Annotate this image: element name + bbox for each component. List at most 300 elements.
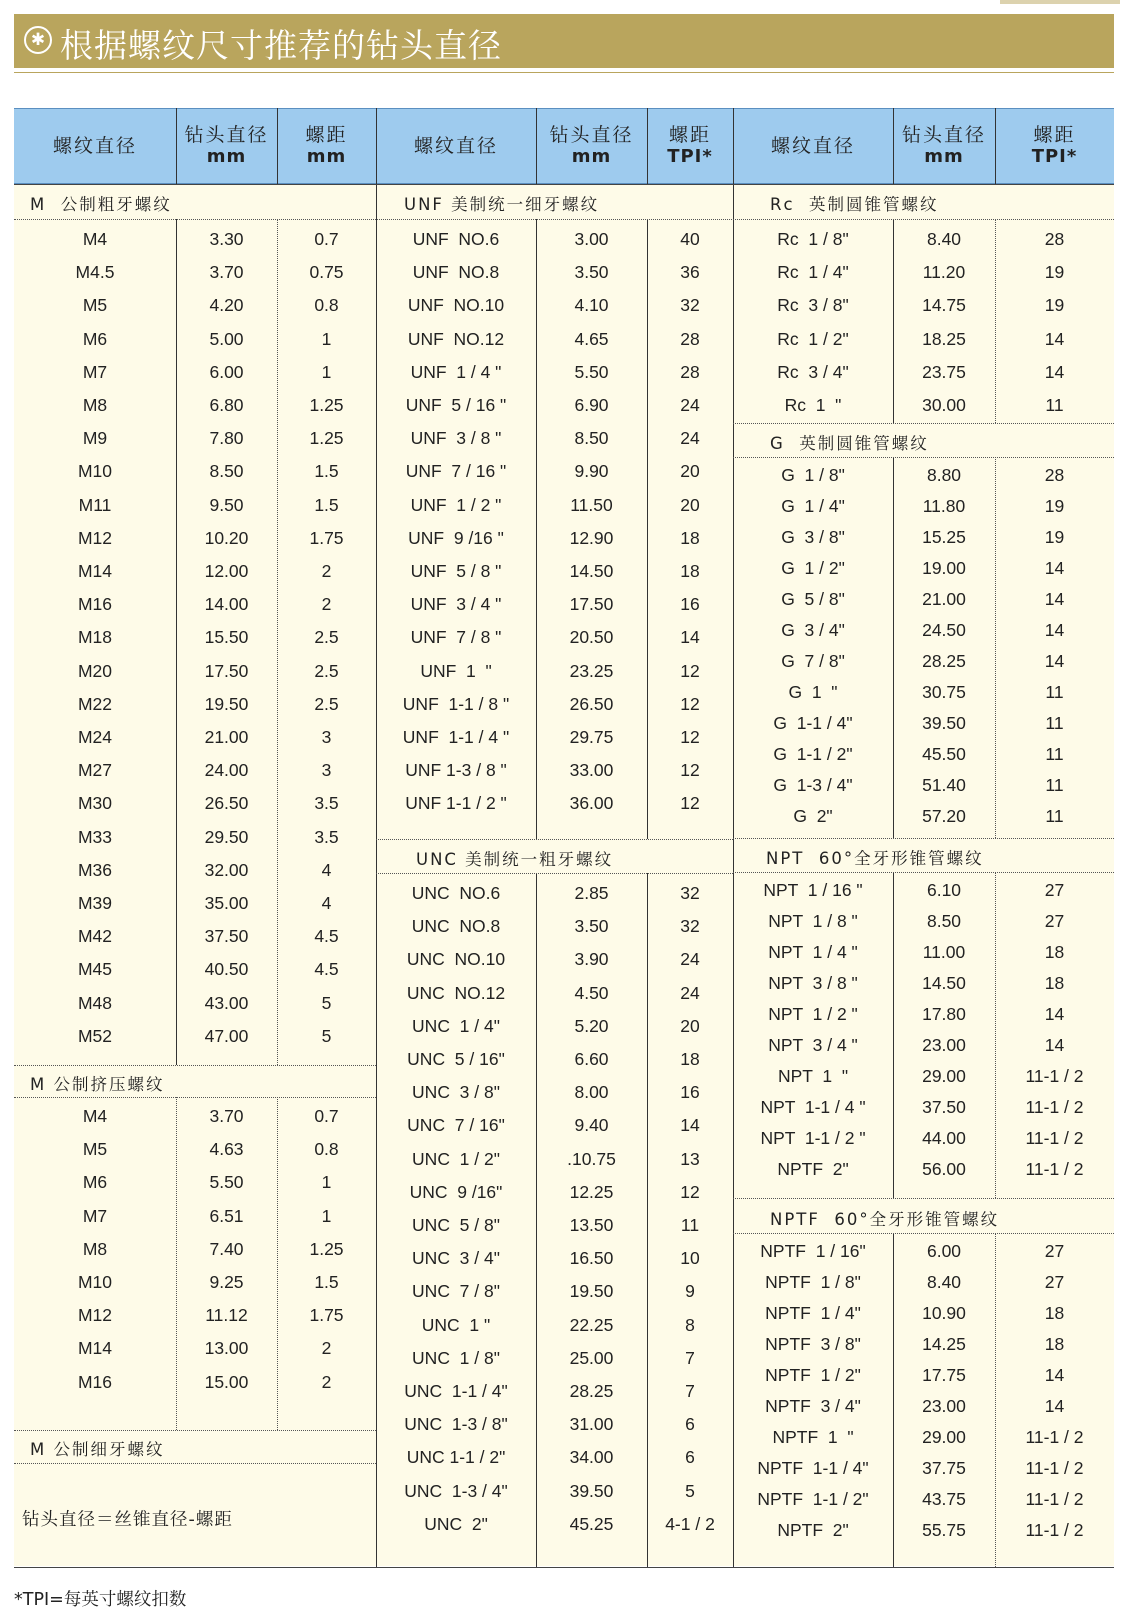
section-title-unf: UNF 美制统一细牙螺纹 — [404, 195, 600, 214]
pitch-cell: 11 — [680, 1215, 700, 1236]
top-edge-mark — [1000, 0, 1120, 4]
thread-size-cell: M33 — [77, 826, 113, 847]
thread-size-cell: UNF NO.8 — [412, 262, 500, 283]
thread-size-cell: UNF 9 /16 " — [408, 527, 504, 548]
pitch-cell: 1.25 — [309, 395, 344, 416]
pitch-cell: 10 — [680, 1248, 700, 1269]
title-underline — [14, 72, 1114, 73]
section-title-g: G 英制圆锥管螺纹 — [770, 434, 929, 453]
drill-diameter-cell: 11.50 — [570, 494, 613, 515]
table-row — [0, 875, 1125, 906]
thread-size-cell: UNC NO.6 — [411, 883, 501, 904]
drill-diameter-cell: 3.50 — [574, 916, 609, 937]
pitch-cell: 14 — [1044, 1004, 1065, 1024]
thread-size-cell: UNC 9 /16" — [409, 1181, 503, 1202]
thread-size-cell: NPTF 1 / 2" — [765, 1365, 861, 1385]
table-row — [0, 1298, 1125, 1329]
drill-diameter-cell: 28.25 — [922, 651, 966, 671]
thread-size-cell: UNC 3 / 4" — [412, 1248, 500, 1269]
thread-size-cell: UNF 1-3 / 8 " — [405, 760, 507, 781]
pitch-cell: 11-1 / 2 — [1025, 1128, 1084, 1148]
drill-diameter-cell: 29.00 — [922, 1427, 966, 1447]
drill-diameter-cell: 11.12 — [205, 1305, 248, 1326]
drill-diameter-cell: 15.50 — [204, 627, 249, 648]
pitch-cell: 16 — [680, 1082, 700, 1103]
section-title-unc: UNC 美制统一粗牙螺纹 — [416, 850, 614, 869]
pitch-cell: 1.25 — [309, 1238, 344, 1259]
drill-diameter-cell: 29.50 — [204, 826, 249, 847]
thread-size-cell: UNC 5 / 8" — [412, 1215, 500, 1236]
thread-size-cell: M20 — [77, 660, 113, 681]
table-row — [0, 389, 1125, 422]
table-row — [0, 1236, 1125, 1267]
pitch-cell: 14 — [1044, 328, 1065, 349]
thread-size-cell: UNF 1 / 4 " — [410, 361, 502, 382]
pitch-cell: 36 — [680, 262, 700, 283]
table-row — [0, 615, 1125, 646]
pitch-cell: 4.5 — [314, 959, 339, 980]
table-row — [0, 1484, 1125, 1515]
pitch-cell: 24 — [680, 949, 700, 970]
drill-diameter-cell: 12.25 — [569, 1181, 614, 1202]
table-row — [0, 739, 1125, 770]
drill-diameter-cell: 14.25 — [922, 1334, 966, 1354]
thread-size-cell: UNF NO.10 — [407, 295, 505, 316]
thread-size-cell: M42 — [77, 926, 113, 947]
drill-diameter-cell: 20.50 — [569, 627, 614, 648]
drill-diameter-cell: 3.70 — [209, 262, 244, 283]
thread-size-cell: Rc 1 / 4" — [777, 262, 849, 283]
drill-diameter-cell: 9.50 — [209, 494, 244, 515]
thread-size-cell: NPT 3 / 4 " — [768, 1035, 858, 1055]
thread-size-cell: NPTF 2" — [777, 1159, 849, 1179]
drill-diameter-cell: 3.30 — [209, 229, 244, 250]
thread-size-cell: M5 — [82, 1139, 108, 1160]
thread-size-cell: UNC 1-1 / 2" — [406, 1447, 506, 1468]
drill-diameter-cell: 29.00 — [922, 1066, 966, 1086]
drill-diameter-cell: 4.20 — [209, 295, 244, 316]
thread-size-cell: Rc 1 / 2" — [777, 328, 849, 349]
pitch-cell: 14 — [1044, 589, 1065, 609]
drill-diameter-cell: 15.00 — [204, 1371, 249, 1392]
drill-diameter-cell: 3.00 — [574, 229, 609, 250]
thread-size-cell: M12 — [77, 527, 113, 548]
drill-diameter-cell: 10.90 — [922, 1303, 966, 1323]
thread-size-cell: NPT 1-1 / 4 " — [760, 1097, 866, 1117]
table-row — [0, 770, 1125, 801]
section-title-m-fine: M 公制细牙螺纹 — [30, 1440, 165, 1459]
pitch-cell: 11-1 / 2 — [1025, 1159, 1084, 1179]
formula-note: 钻头直径＝丝锥直径-螺距 — [22, 1510, 233, 1530]
thread-size-cell: M10 — [77, 1272, 113, 1293]
table-row — [0, 1030, 1125, 1061]
drill-diameter-cell: 28.25 — [569, 1381, 614, 1402]
pitch-cell: 2.5 — [314, 660, 339, 681]
section-title-m-extrude: M 公制挤压螺纹 — [30, 1075, 165, 1094]
pitch-cell: 1 — [321, 1205, 332, 1226]
drill-diameter-cell: 5.50 — [209, 1172, 244, 1193]
table-row — [0, 1123, 1125, 1154]
thread-size-cell: M18 — [77, 627, 113, 648]
thread-size-cell: NPTF 1 / 8" — [765, 1272, 861, 1292]
thread-size-cell: M7 — [82, 1205, 108, 1226]
drill-diameter-cell: 9.25 — [209, 1272, 244, 1293]
pitch-cell: 14 — [1044, 558, 1065, 578]
drill-diameter-cell: 2.85 — [574, 883, 609, 904]
thread-size-cell: UNF 7 / 16 " — [405, 461, 507, 482]
drill-diameter-cell: 26.50 — [204, 793, 249, 814]
table-row — [0, 356, 1125, 389]
pitch-cell: 2.5 — [314, 627, 339, 648]
drill-diameter-cell: 19.50 — [569, 1281, 614, 1302]
pitch-cell: 28 — [680, 328, 700, 349]
pitch-cell: 40 — [680, 229, 700, 250]
thread-size-cell: NPT 3 / 8 " — [768, 973, 858, 993]
drill-diameter-cell: 6.00 — [926, 1241, 962, 1261]
table-row — [0, 323, 1125, 356]
drill-diameter-cell: 8.00 — [574, 1082, 609, 1103]
pitch-cell: 1.75 — [309, 527, 344, 548]
thread-size-cell: UNC 5 / 16" — [407, 1049, 505, 1070]
thread-size-cell: UNF NO.6 — [412, 229, 500, 250]
drill-diameter-cell: 24.00 — [204, 760, 249, 781]
thread-size-cell: NPTF 1 / 16" — [760, 1241, 866, 1261]
drill-diameter-cell: 9.40 — [574, 1115, 609, 1136]
pitch-cell: 14 — [1044, 361, 1065, 382]
thread-size-cell: M14 — [77, 561, 113, 582]
drill-diameter-cell: 3.70 — [209, 1106, 244, 1127]
thread-size-cell: UNF 1-1 / 4 " — [402, 727, 510, 748]
drill-diameter-cell: 56.00 — [922, 1159, 966, 1179]
thread-size-cell: M4.5 — [75, 262, 115, 283]
thread-size-cell: UNF 1-1 / 2 " — [405, 793, 507, 814]
thread-size-cell: M52 — [77, 1025, 113, 1046]
pitch-cell: 14 — [680, 1115, 700, 1136]
pitch-cell: 3.5 — [314, 793, 339, 814]
drill-diameter-cell: 6.90 — [574, 395, 609, 416]
thread-size-cell: M8 — [82, 395, 108, 416]
pitch-cell: 2 — [321, 1371, 332, 1392]
table-row — [0, 1092, 1125, 1123]
drill-diameter-cell: 39.50 — [922, 713, 966, 733]
table-row — [0, 1360, 1125, 1391]
header-drill-3: 钻头直径 mm — [901, 124, 986, 167]
pitch-cell: 12 — [680, 793, 700, 814]
drill-diameter-cell: 8.40 — [926, 229, 962, 250]
table-row — [0, 1154, 1125, 1185]
header-divider — [277, 108, 278, 184]
thread-size-cell: UNC 1 " — [421, 1314, 491, 1335]
title-bar — [14, 14, 1114, 68]
pitch-cell: 2 — [321, 1338, 332, 1359]
drill-diameter-cell: 18.25 — [922, 328, 966, 349]
drill-diameter-cell: 32.00 — [204, 859, 249, 880]
pitch-cell: 11-1 / 2 — [1025, 1097, 1084, 1117]
section-title-nptf: NPTF 60°全牙形锥管螺纹 — [770, 1210, 1000, 1229]
header-divider — [176, 108, 177, 184]
pitch-cell: 18 — [1044, 1334, 1065, 1354]
thread-size-cell: M11 — [78, 494, 112, 515]
thread-size-cell: Rc 1 " — [784, 395, 842, 416]
pitch-cell: 24 — [680, 982, 700, 1003]
table-row — [0, 1061, 1125, 1092]
pitch-cell: 11 — [1045, 775, 1064, 795]
table-row — [0, 522, 1125, 553]
table-row — [0, 422, 1125, 455]
drill-diameter-cell: 8.50 — [926, 911, 962, 931]
drill-diameter-cell: 12.90 — [569, 527, 614, 548]
thread-size-cell: M9 — [82, 428, 108, 449]
pitch-cell: 3 — [321, 727, 332, 748]
pitch-cell: 12 — [680, 1181, 700, 1202]
drill-diameter-cell: 6.10 — [926, 880, 962, 900]
thread-size-cell: NPTF 1 " — [772, 1427, 854, 1447]
thread-size-cell: M22 — [77, 693, 113, 714]
drill-diameter-cell: 8.80 — [926, 465, 962, 485]
header-tpi-2: 螺距 TPI* — [667, 124, 713, 167]
thread-size-cell: UNC 1 / 8" — [412, 1347, 500, 1368]
thread-size-cell: UNC 3 / 8" — [412, 1082, 500, 1103]
header-divider — [647, 108, 648, 184]
pitch-cell: 7 — [685, 1381, 695, 1402]
thread-size-cell: M16 — [77, 594, 113, 615]
drill-diameter-cell: 36.00 — [569, 793, 614, 814]
drill-diameter-cell: 14.50 — [569, 561, 614, 582]
pitch-cell: 11 — [1045, 395, 1064, 416]
footnote: *TPI=每英寸螺纹扣数 — [14, 1590, 187, 1610]
drill-diameter-cell: 51.40 — [922, 775, 966, 795]
table-row — [0, 937, 1125, 968]
pitch-cell: 11-1 / 2 — [1025, 1458, 1084, 1478]
thread-size-cell: NPTF 2" — [777, 1520, 849, 1540]
table-row — [0, 1329, 1125, 1360]
thread-size-cell: UNC 2" — [424, 1513, 488, 1534]
drill-diameter-cell: 17.50 — [569, 594, 614, 615]
pitch-cell: 14 — [1044, 1365, 1065, 1385]
drill-diameter-cell: 8.40 — [926, 1272, 962, 1292]
pitch-cell: 27 — [1044, 911, 1065, 931]
drill-diameter-cell: 45.25 — [569, 1513, 614, 1534]
thread-size-cell: UNC 1-1 / 4" — [404, 1381, 508, 1402]
pitch-cell: 32 — [680, 295, 700, 316]
thread-size-cell: G 1 / 4" — [781, 496, 845, 516]
pitch-cell: 1 — [321, 361, 332, 382]
pitch-cell: 18 — [680, 561, 700, 582]
pitch-cell: 11 — [1045, 744, 1064, 764]
drill-diameter-cell: 11.00 — [922, 942, 966, 962]
drill-diameter-cell: 8.50 — [209, 461, 244, 482]
pitch-cell: 5 — [321, 992, 332, 1013]
pitch-cell: 20 — [680, 494, 700, 515]
pitch-cell: 7 — [685, 1347, 695, 1368]
thread-size-cell: UNF 5 / 16 " — [405, 395, 507, 416]
drill-diameter-cell: 19.00 — [922, 558, 966, 578]
drill-diameter-cell: 43.75 — [922, 1489, 966, 1509]
table-row — [0, 1267, 1125, 1298]
pitch-cell: 20 — [680, 461, 700, 482]
thread-size-cell: NPTF 1-1 / 2" — [757, 1489, 869, 1509]
pitch-cell: 0.75 — [309, 262, 344, 283]
drill-diameter-cell: 3.90 — [574, 949, 609, 970]
drill-diameter-cell: 30.00 — [922, 395, 966, 416]
pitch-cell: 5 — [685, 1480, 695, 1501]
pitch-cell: 1.5 — [314, 461, 339, 482]
thread-size-cell: Rc 1 / 8" — [777, 229, 849, 250]
pitch-cell: 4 — [321, 893, 332, 914]
pitch-cell: 6 — [685, 1414, 695, 1435]
drill-diameter-cell: 35.00 — [204, 893, 249, 914]
pitch-cell: 3 — [321, 760, 332, 781]
pitch-cell: 1 — [321, 328, 332, 349]
thread-size-cell: UNC 1-3 / 8" — [404, 1414, 508, 1435]
thread-size-cell: UNC 1 / 4" — [412, 1015, 500, 1036]
pitch-cell: 12 — [680, 660, 700, 681]
drill-diameter-cell: 31.00 — [569, 1414, 614, 1435]
table-row — [0, 968, 1125, 999]
drill-diameter-cell: 11.80 — [922, 496, 966, 516]
pitch-cell: 28 — [1044, 229, 1065, 250]
drill-diameter-cell: 10.20 — [204, 527, 249, 548]
pitch-cell: 32 — [680, 883, 700, 904]
thread-size-cell: UNF 1 " — [420, 660, 492, 681]
thread-size-cell: NPT 1 " — [777, 1066, 849, 1086]
thread-size-cell: NPTF 3 / 8" — [765, 1334, 861, 1354]
section-title-npt: NPT 60°全牙形锥管螺纹 — [766, 849, 984, 868]
thread-size-cell: NPTF 1-1 / 4" — [757, 1458, 869, 1478]
thread-size-cell: NPTF 1 / 4" — [765, 1303, 861, 1323]
pitch-cell: 19 — [1044, 295, 1065, 316]
header-pitch-1: 螺距 mm — [305, 124, 348, 167]
drill-diameter-cell: 23.00 — [922, 1035, 966, 1055]
thread-size-cell: NPT 1 / 4 " — [768, 942, 858, 962]
drill-diameter-cell: 9.90 — [574, 461, 609, 482]
pitch-cell: 1.5 — [314, 494, 339, 515]
pitch-cell: 2 — [321, 594, 332, 615]
thread-size-cell: UNF 1 / 2 " — [410, 494, 502, 515]
drill-diameter-cell: 30.75 — [922, 682, 966, 702]
drill-diameter-cell: 6.51 — [209, 1205, 244, 1226]
header-tpi-3: 螺距 TPI* — [1031, 124, 1078, 167]
table-row — [0, 460, 1125, 491]
table-row — [0, 289, 1125, 322]
header-thread-3: 螺纹直径 — [770, 135, 855, 157]
pitch-cell: 1.5 — [314, 1272, 339, 1293]
pitch-cell: 18 — [1044, 973, 1065, 993]
pitch-cell: 11-1 / 2 — [1025, 1489, 1084, 1509]
pitch-cell: 27 — [1044, 1272, 1065, 1292]
table-row — [0, 1391, 1125, 1422]
pitch-cell: 4-1 / 2 — [665, 1513, 715, 1534]
thread-size-cell: M48 — [77, 992, 113, 1013]
pitch-cell: 14 — [1044, 1396, 1065, 1416]
drill-diameter-cell: 21.00 — [204, 727, 249, 748]
drill-diameter-cell: 29.75 — [569, 727, 614, 748]
drill-diameter-cell: 11.20 — [922, 262, 966, 283]
header-drill-2: 钻头直径 mm — [549, 124, 634, 167]
drill-diameter-cell: 37.75 — [922, 1458, 966, 1478]
drill-diameter-cell: 14.75 — [922, 295, 966, 316]
thread-size-cell: UNC 7 / 16" — [407, 1115, 505, 1136]
pitch-cell: 4 — [321, 859, 332, 880]
table-row — [0, 999, 1125, 1030]
pitch-cell: 20 — [680, 1015, 700, 1036]
pitch-cell: 32 — [680, 916, 700, 937]
thread-size-cell: M5 — [82, 295, 108, 316]
thread-size-cell: UNC NO.8 — [411, 916, 501, 937]
thread-size-cell: UNC NO.12 — [406, 982, 506, 1003]
drill-diameter-cell: 17.50 — [204, 660, 249, 681]
drill-diameter-cell: 4.10 — [574, 295, 609, 316]
pitch-cell: 13 — [680, 1148, 700, 1169]
drill-diameter-cell: 45.50 — [922, 744, 966, 764]
table-row — [0, 1515, 1125, 1546]
drill-diameter-cell: 37.50 — [922, 1097, 966, 1117]
header-thread-1: 螺纹直径 — [52, 135, 137, 157]
section-title-rc: Rc 英制圆锥管螺纹 — [770, 195, 939, 214]
drill-diameter-cell: 37.50 — [204, 926, 249, 947]
drill-diameter-cell: 57.20 — [922, 806, 966, 826]
pitch-cell: 27 — [1044, 1241, 1065, 1261]
thread-size-cell: G 1 " — [788, 682, 838, 702]
thread-size-cell: M4 — [82, 229, 108, 250]
pitch-cell: 24 — [680, 428, 700, 449]
thread-size-cell: M4 — [82, 1106, 108, 1127]
drill-diameter-cell: .10.75 — [567, 1148, 616, 1169]
drill-diameter-cell: 24.50 — [922, 620, 966, 640]
thread-size-cell: M10 — [77, 461, 113, 482]
thread-size-cell: M7 — [82, 361, 108, 382]
drill-diameter-cell: 7.40 — [209, 1238, 244, 1259]
pitch-cell: 5 — [321, 1025, 332, 1046]
thread-size-cell: NPT 1-1 / 2 " — [760, 1128, 866, 1148]
table-row — [0, 256, 1125, 289]
drill-diameter-cell: 4.63 — [209, 1139, 244, 1160]
drill-diameter-cell: 23.00 — [922, 1396, 966, 1416]
pitch-cell: 18 — [1044, 1303, 1065, 1323]
pitch-cell: 1 — [321, 1172, 332, 1193]
table-bottom-line — [14, 1567, 1114, 1568]
thread-size-cell: UNF 3 / 4 " — [410, 594, 502, 615]
table-row — [0, 553, 1125, 584]
drill-diameter-cell: 5.20 — [574, 1015, 609, 1036]
drill-diameter-cell: 7.80 — [209, 428, 244, 449]
pitch-cell: 11-1 / 2 — [1025, 1066, 1084, 1086]
thread-size-cell: M6 — [82, 1172, 108, 1193]
drill-diameter-cell: 14.00 — [204, 594, 249, 615]
thread-size-cell: UNC 1 / 2" — [412, 1148, 500, 1169]
header-thread-2: 螺纹直径 — [413, 135, 498, 157]
pitch-cell: 0.8 — [314, 1139, 339, 1160]
table-row — [0, 584, 1125, 615]
drill-diameter-cell: 17.80 — [922, 1004, 966, 1024]
pitch-cell: 0.8 — [314, 295, 339, 316]
section-line — [14, 219, 1114, 220]
thread-size-cell: UNC 1-3 / 4" — [404, 1480, 508, 1501]
drill-diameter-cell: 5.00 — [209, 328, 244, 349]
thread-size-cell: M12 — [77, 1305, 113, 1326]
page-title: 根据螺纹尺寸推荐的钻头直径 — [60, 26, 502, 65]
pitch-cell: 12 — [680, 693, 700, 714]
table-row — [0, 223, 1125, 256]
drill-diameter-cell: 13.00 — [204, 1338, 249, 1359]
pitch-cell: 11 — [1045, 806, 1064, 826]
header-divider — [536, 108, 537, 184]
header-divider — [893, 108, 894, 184]
thread-size-cell: Rc 3 / 8" — [777, 295, 849, 316]
drill-diameter-cell: 39.50 — [569, 1480, 614, 1501]
thread-size-cell: G 7 / 8" — [781, 651, 845, 671]
pitch-cell: 16 — [680, 594, 700, 615]
